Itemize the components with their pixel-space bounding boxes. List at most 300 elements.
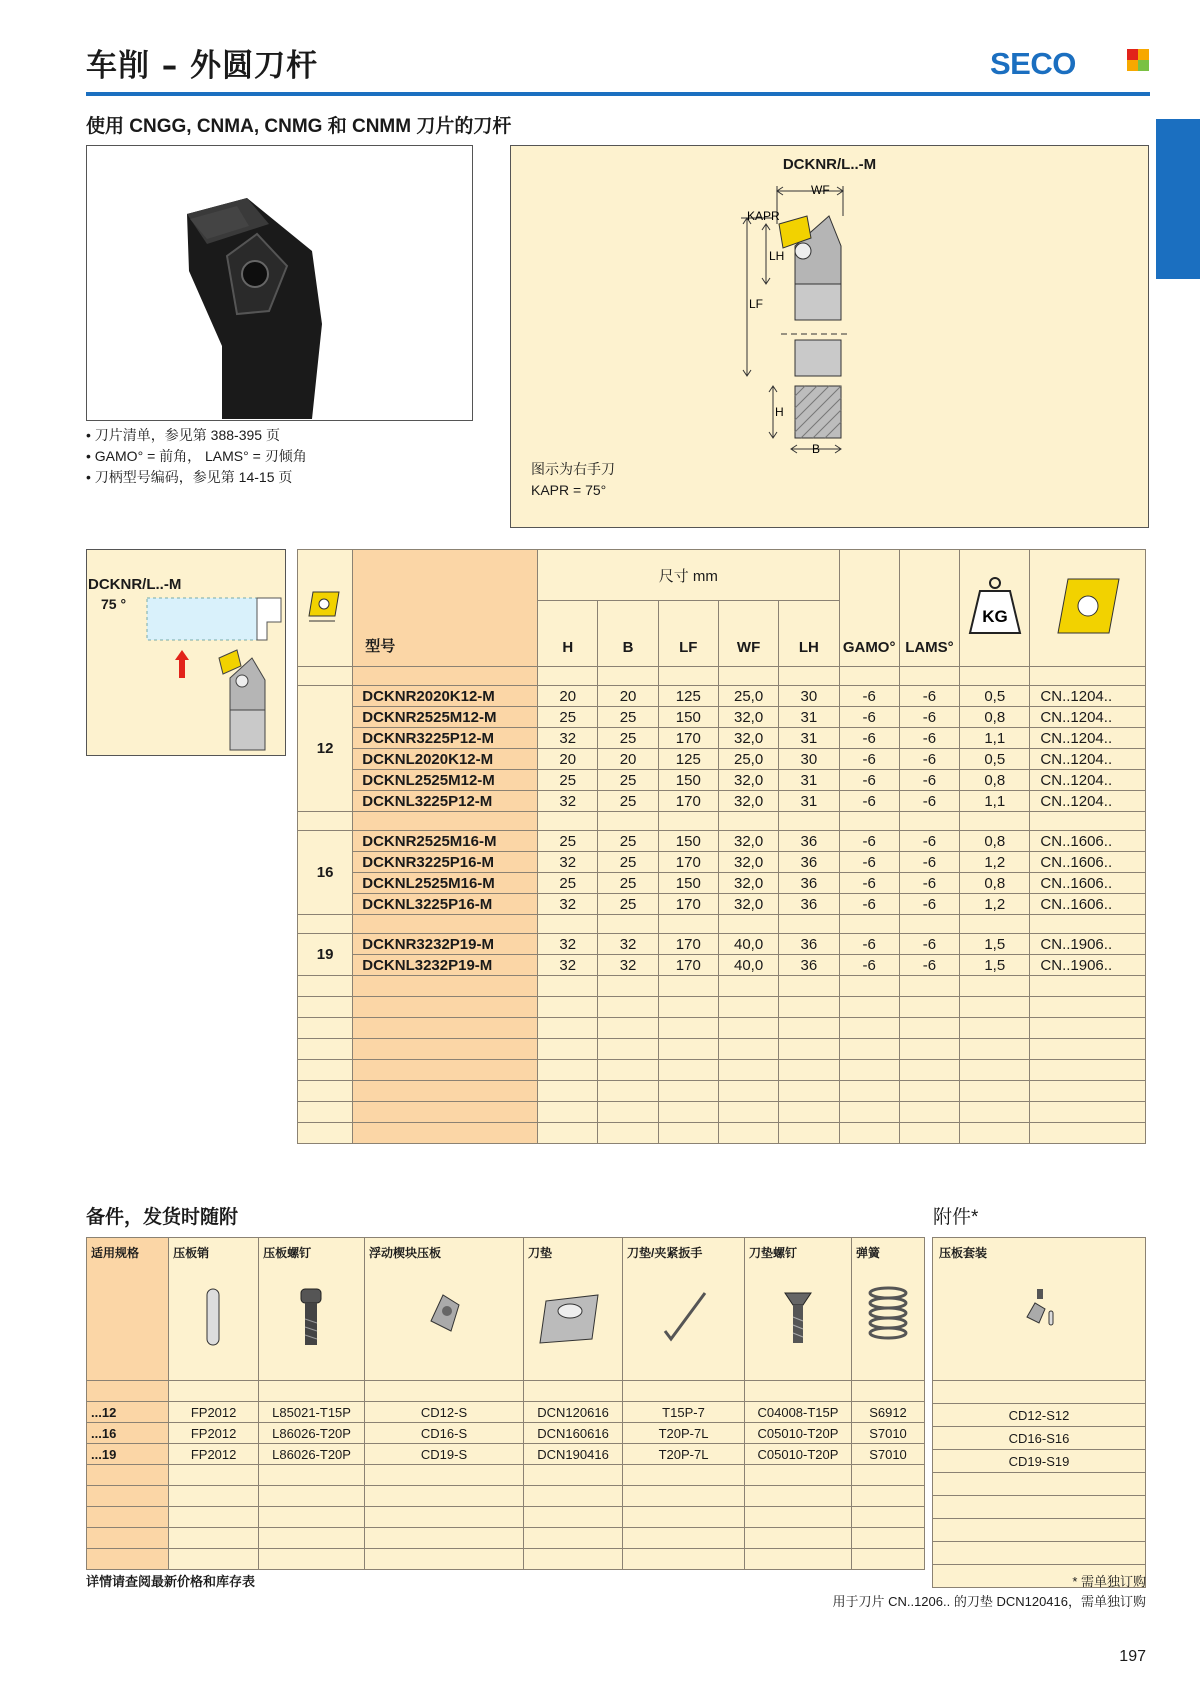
empty-cell	[365, 1381, 524, 1402]
mini-diagram	[86, 549, 286, 756]
empty-cell	[353, 1102, 538, 1123]
insert-cell: CN..1606..	[1030, 894, 1146, 915]
h-cell: 20	[538, 749, 598, 770]
b-cell: 25	[598, 894, 658, 915]
empty-cell	[365, 1486, 524, 1507]
wf-label: WF	[811, 183, 830, 197]
col-lf: LF	[658, 601, 718, 667]
empty-cell	[524, 1549, 623, 1570]
empty-cell	[933, 1496, 1146, 1519]
acc-h-pin	[169, 1238, 259, 1381]
insert-cell: CN..1204..	[1030, 791, 1146, 812]
part-cell: FP2012	[169, 1444, 259, 1465]
table-row	[298, 770, 1146, 791]
acc-h-size-label: 适用规格	[91, 1246, 140, 1260]
spacer-row	[298, 1060, 1146, 1081]
h-cell: 25	[538, 770, 598, 791]
clamp-set-icon	[939, 1261, 1139, 1361]
table-row	[298, 934, 1146, 955]
empty-cell	[744, 1549, 851, 1570]
lf-cell: 170	[658, 894, 718, 915]
empty-cell	[718, 1039, 778, 1060]
part-cell: C05010-T20P	[744, 1423, 851, 1444]
spacer-row	[298, 976, 1146, 997]
empty-cell	[960, 667, 1030, 686]
empty-cell	[960, 1081, 1030, 1102]
wf-cell: 32,0	[718, 894, 778, 915]
empty-cell	[718, 915, 778, 934]
col-lh: LH	[779, 601, 839, 667]
part-cell: CD12-S	[365, 1402, 524, 1423]
b-cell: 25	[598, 791, 658, 812]
kg-cell: 0,8	[960, 770, 1030, 791]
shim-icon	[528, 1261, 618, 1361]
kg-cell: 1,5	[960, 934, 1030, 955]
empty-cell	[298, 1018, 353, 1039]
empty-cell	[623, 1465, 745, 1486]
h-cell: 25	[538, 873, 598, 894]
spacer-row	[87, 1507, 925, 1528]
code-cell: DCKNR3225P12-M	[353, 728, 538, 749]
insert-size-cell: 16	[298, 831, 353, 915]
lh-cell: 36	[779, 873, 839, 894]
empty-cell	[623, 1486, 745, 1507]
insert-cell: CN..1204..	[1030, 770, 1146, 791]
empty-cell	[744, 1486, 851, 1507]
acc-h-shim-screw-label: 刀垫螺钉	[748, 1246, 797, 1260]
bullet-angles: • GAMO° = 前角， LAMS° = 刃倾角	[86, 446, 307, 467]
note-right-hand: 图示为右手刀	[531, 461, 615, 477]
empty-cell	[353, 812, 538, 831]
empty-cell	[718, 667, 778, 686]
wedge-clamp-icon	[369, 1261, 519, 1361]
empty-cell	[744, 1381, 851, 1402]
empty-cell	[899, 812, 959, 831]
col-h: H	[538, 601, 598, 667]
clamp-set-header-row	[933, 1238, 1146, 1381]
table-row	[298, 791, 1146, 812]
empty-cell	[718, 1081, 778, 1102]
empty-cell	[169, 1507, 259, 1528]
kapr-label: KAPR	[747, 209, 780, 223]
empty-cell	[718, 1018, 778, 1039]
empty-cell	[598, 915, 658, 934]
table-row	[298, 894, 1146, 915]
empty-cell	[538, 1123, 598, 1144]
empty-cell	[960, 997, 1030, 1018]
empty-cell	[851, 1507, 924, 1528]
insert-cell: CN..1606..	[1030, 852, 1146, 873]
insert-header	[1030, 550, 1146, 667]
empty-cell	[1030, 1018, 1146, 1039]
part-cell: S6912	[851, 1402, 924, 1423]
accessory-row	[87, 1444, 925, 1465]
table-row	[298, 749, 1146, 770]
wf-cell: 40,0	[718, 955, 778, 976]
part-cell: T15P-7	[623, 1402, 745, 1423]
empty-cell	[538, 915, 598, 934]
empty-cell	[538, 1081, 598, 1102]
lf-label: LF	[749, 297, 764, 311]
footer-price-note: 详情请查阅最新价格和库存表	[86, 1574, 256, 1589]
lf-cell: 170	[658, 852, 718, 873]
empty-cell	[598, 1060, 658, 1081]
gamo-cell: -6	[839, 728, 899, 749]
part-cell: C05010-T20P	[744, 1444, 851, 1465]
footer-order-note: * 需单独订购	[1072, 1574, 1146, 1589]
part-cell: CD16-S	[365, 1423, 524, 1444]
lh-cell: 36	[779, 831, 839, 852]
empty-cell	[169, 1486, 259, 1507]
lh-label: LH	[769, 249, 785, 263]
empty-cell	[779, 1102, 839, 1123]
empty-cell	[1030, 812, 1146, 831]
lf-cell: 170	[658, 791, 718, 812]
empty-cell	[365, 1528, 524, 1549]
lh-cell: 36	[779, 852, 839, 873]
empty-cell	[538, 667, 598, 686]
insert-cell: CN..1204..	[1030, 686, 1146, 707]
empty-cell	[87, 1486, 169, 1507]
size-cell: ...19	[87, 1444, 169, 1465]
empty-cell	[598, 1102, 658, 1123]
empty-cell	[658, 1060, 718, 1081]
part-cell: T20P-7L	[623, 1423, 745, 1444]
empty-cell	[298, 1060, 353, 1081]
lf-cell: 150	[658, 707, 718, 728]
empty-cell	[1030, 1123, 1146, 1144]
h-cell: 32	[538, 791, 598, 812]
empty-cell	[960, 1123, 1030, 1144]
lh-cell: 31	[779, 707, 839, 728]
weight-header	[960, 550, 1030, 667]
empty-cell	[933, 1519, 1146, 1542]
col-b: B	[598, 601, 658, 667]
empty-cell	[839, 1102, 899, 1123]
b-cell: 25	[598, 873, 658, 894]
empty-cell	[960, 1018, 1030, 1039]
kg-cell: 0,5	[960, 749, 1030, 770]
empty-cell	[169, 1381, 259, 1402]
spacer-row	[298, 1081, 1146, 1102]
empty-cell	[899, 1123, 959, 1144]
accessories-body	[87, 1381, 925, 1570]
empty-cell	[839, 812, 899, 831]
lh-cell: 30	[779, 686, 839, 707]
wf-cell: 32,0	[718, 873, 778, 894]
product-photo	[86, 145, 473, 421]
size-cell: ...16	[87, 1423, 169, 1444]
empty-cell	[779, 997, 839, 1018]
page-title: 车削 – 外圆刀杆	[86, 48, 319, 84]
lf-cell: 170	[658, 955, 718, 976]
insert-cell: CN..1606..	[1030, 831, 1146, 852]
empty-cell	[1030, 667, 1146, 686]
lf-cell: 170	[658, 728, 718, 749]
empty-cell	[1030, 1102, 1146, 1123]
empty-cell	[839, 667, 899, 686]
empty-cell	[1030, 915, 1146, 934]
empty-cell	[298, 997, 353, 1018]
wf-cell: 25,0	[718, 686, 778, 707]
empty-cell	[839, 1060, 899, 1081]
code-header: 型号	[353, 550, 538, 667]
bullet-insert-list: • 刀片清单，参见第 388-395 页	[86, 425, 307, 446]
kg-cell: 0,8	[960, 873, 1030, 894]
code-cell: DCKNR3232P19-M	[353, 934, 538, 955]
part-cell: S7010	[851, 1444, 924, 1465]
h-cell: 25	[538, 707, 598, 728]
lf-cell: 150	[658, 831, 718, 852]
b-cell: 25	[598, 831, 658, 852]
empty-cell	[658, 1081, 718, 1102]
empty-cell	[598, 1081, 658, 1102]
empty-cell	[524, 1381, 623, 1402]
empty-cell	[353, 1123, 538, 1144]
empty-cell	[598, 976, 658, 997]
empty-cell	[658, 812, 718, 831]
empty-cell	[851, 1381, 924, 1402]
code-cell: DCKNL2020K12-M	[353, 749, 538, 770]
empty-cell	[899, 1018, 959, 1039]
empty-cell	[899, 1039, 959, 1060]
spacer-row	[933, 1542, 1146, 1565]
note-kapr: KAPR = 75°	[531, 482, 607, 498]
empty-cell	[718, 812, 778, 831]
part-cell: L86026-T20P	[259, 1444, 365, 1465]
b-cell: 25	[598, 728, 658, 749]
acc-h-spring	[851, 1238, 924, 1381]
spacer-row	[87, 1465, 925, 1486]
empty-cell	[851, 1528, 924, 1549]
brand-logo-mark	[1127, 49, 1149, 71]
b-cell: 25	[598, 770, 658, 791]
size-cell: ...12	[87, 1402, 169, 1423]
gamo-cell: -6	[839, 894, 899, 915]
gamo-cell: -6	[839, 707, 899, 728]
gamo-cell: -6	[839, 749, 899, 770]
lams-cell: -6	[899, 894, 959, 915]
empty-cell	[933, 1542, 1146, 1565]
acc-h-key-label: 刀垫/夹紧扳手	[627, 1246, 703, 1260]
empty-cell	[524, 1507, 623, 1528]
wf-cell: 32,0	[718, 831, 778, 852]
empty-cell	[353, 667, 538, 686]
empty-cell	[259, 1486, 365, 1507]
lh-cell: 36	[779, 934, 839, 955]
insert-cell: CN..1606..	[1030, 873, 1146, 894]
empty-cell	[298, 1123, 353, 1144]
empty-cell	[169, 1465, 259, 1486]
h-cell: 32	[538, 728, 598, 749]
empty-cell	[779, 812, 839, 831]
table-row	[298, 728, 1146, 749]
b-cell: 25	[598, 852, 658, 873]
mini-title: DCKNR/L..-M	[88, 576, 182, 593]
empty-cell	[839, 976, 899, 997]
insert-cell: CN..1204..	[1030, 749, 1146, 770]
acc-h-shim-screw	[744, 1238, 851, 1381]
empty-cell	[623, 1549, 745, 1570]
acc-h-wedge	[365, 1238, 524, 1381]
empty-cell	[524, 1486, 623, 1507]
acc-h-shim-label: 刀垫	[528, 1246, 553, 1260]
empty-cell	[658, 997, 718, 1018]
empty-cell	[1030, 997, 1146, 1018]
kg-label: KG	[981, 607, 1008, 626]
spring-icon	[856, 1261, 920, 1361]
acc-h-spring-label: 弹簧	[855, 1246, 880, 1260]
empty-cell	[960, 1102, 1030, 1123]
empty-cell	[839, 1081, 899, 1102]
empty-cell	[87, 1507, 169, 1528]
h-cell: 32	[538, 894, 598, 915]
empty-cell	[169, 1549, 259, 1570]
acc-h-shim	[524, 1238, 623, 1381]
kg-cell: 0,8	[960, 707, 1030, 728]
empty-cell	[353, 997, 538, 1018]
b-label: B	[812, 442, 821, 456]
insert-cell: CN..1204..	[1030, 707, 1146, 728]
lams-cell: -6	[899, 686, 959, 707]
lams-cell: -6	[899, 749, 959, 770]
lf-cell: 125	[658, 686, 718, 707]
clamp-pin-icon	[173, 1261, 253, 1361]
accessory-row	[87, 1402, 925, 1423]
table-row	[298, 707, 1146, 728]
empty-cell	[524, 1528, 623, 1549]
empty-cell	[718, 976, 778, 997]
lf-cell: 150	[658, 770, 718, 791]
empty-cell	[298, 1039, 353, 1060]
lams-cell: -6	[899, 770, 959, 791]
part-cell: L86026-T20P	[259, 1423, 365, 1444]
empty-cell	[718, 1102, 778, 1123]
empty-cell	[259, 1381, 365, 1402]
table-row	[298, 955, 1146, 976]
empty-cell	[718, 1123, 778, 1144]
empty-cell	[1030, 976, 1146, 997]
empty-cell	[658, 667, 718, 686]
footer-shim-note: 用于刀片 CN..1206.. 的刀垫 DCN120416，需单独订购	[832, 1594, 1146, 1609]
gamo-cell: -6	[839, 831, 899, 852]
gamo-cell: -6	[839, 770, 899, 791]
wf-cell: 32,0	[718, 791, 778, 812]
empty-cell	[1030, 1081, 1146, 1102]
empty-cell	[744, 1465, 851, 1486]
kg-cell: 0,5	[960, 686, 1030, 707]
insert-cell: CN..1204..	[1030, 728, 1146, 749]
clamp-set-cell: CD19-S19	[933, 1450, 1146, 1473]
accessories-table	[86, 1237, 925, 1570]
header-row-1	[298, 550, 1146, 601]
code-cell: DCKNR3225P16-M	[353, 852, 538, 873]
empty-cell	[960, 915, 1030, 934]
empty-cell	[718, 1060, 778, 1081]
gamo-cell: -6	[839, 955, 899, 976]
lf-cell: 150	[658, 873, 718, 894]
lams-cell: -6	[899, 873, 959, 894]
h-cell: 32	[538, 955, 598, 976]
brand-logo: SECO	[990, 46, 1076, 81]
empty-cell	[658, 1018, 718, 1039]
empty-cell	[744, 1528, 851, 1549]
empty-cell	[598, 1039, 658, 1060]
col-gamo: GAMO°	[839, 550, 899, 667]
lh-cell: 30	[779, 749, 839, 770]
h-cell: 25	[538, 831, 598, 852]
empty-cell	[899, 997, 959, 1018]
empty-cell	[899, 976, 959, 997]
empty-cell	[851, 1465, 924, 1486]
insert-icon	[1053, 575, 1123, 637]
b-cell: 20	[598, 749, 658, 770]
empty-cell	[298, 667, 353, 686]
empty-cell	[298, 812, 353, 831]
spacer-row	[933, 1496, 1146, 1519]
part-cell: DCN160616	[524, 1423, 623, 1444]
spacer-row	[298, 1123, 1146, 1144]
empty-cell	[658, 1123, 718, 1144]
table-row	[298, 852, 1146, 873]
lams-cell: -6	[899, 955, 959, 976]
empty-cell	[899, 1102, 959, 1123]
clamp-set-row	[933, 1427, 1146, 1450]
empty-cell	[851, 1486, 924, 1507]
lh-cell: 36	[779, 894, 839, 915]
empty-cell	[298, 1102, 353, 1123]
empty-cell	[839, 915, 899, 934]
spacer-row	[87, 1549, 925, 1570]
code-cell: DCKNL3225P16-M	[353, 894, 538, 915]
empty-cell	[658, 1039, 718, 1060]
lams-cell: -6	[899, 728, 959, 749]
table-row	[298, 831, 1146, 852]
part-cell: T20P-7L	[623, 1444, 745, 1465]
accessories-title: 备件，发货时随附	[86, 1207, 239, 1228]
acc-h-screw	[259, 1238, 365, 1381]
acc-h-clamp-set	[933, 1238, 1146, 1381]
col-wf: WF	[718, 601, 778, 667]
acc-h-pin-label: 压板销	[173, 1246, 210, 1260]
empty-cell	[623, 1528, 745, 1549]
empty-cell	[899, 667, 959, 686]
mini-angle: 75 °	[101, 596, 127, 612]
empty-cell	[538, 997, 598, 1018]
empty-cell	[365, 1549, 524, 1570]
acc-h-key	[623, 1238, 745, 1381]
empty-cell	[353, 915, 538, 934]
lh-cell: 36	[779, 955, 839, 976]
empty-cell	[779, 1060, 839, 1081]
weight-icon	[968, 575, 1022, 637]
empty-cell	[538, 1039, 598, 1060]
spacer-row	[87, 1528, 925, 1549]
part-cell: FP2012	[169, 1402, 259, 1423]
code-cell: DCKNL3232P19-M	[353, 955, 538, 976]
lf-cell: 170	[658, 934, 718, 955]
kg-cell: 1,5	[960, 955, 1030, 976]
empty-cell	[933, 1473, 1146, 1496]
gamo-cell: -6	[839, 934, 899, 955]
empty-cell	[839, 997, 899, 1018]
lh-cell: 31	[779, 791, 839, 812]
acc-h-screw-label: 压板螺钉	[263, 1246, 312, 1260]
code-cell: DCKNR2525M16-M	[353, 831, 538, 852]
clamp-set-cell: CD16-S16	[933, 1427, 1146, 1450]
empty-cell	[259, 1549, 365, 1570]
code-cell: DCKNR2525M12-M	[353, 707, 538, 728]
